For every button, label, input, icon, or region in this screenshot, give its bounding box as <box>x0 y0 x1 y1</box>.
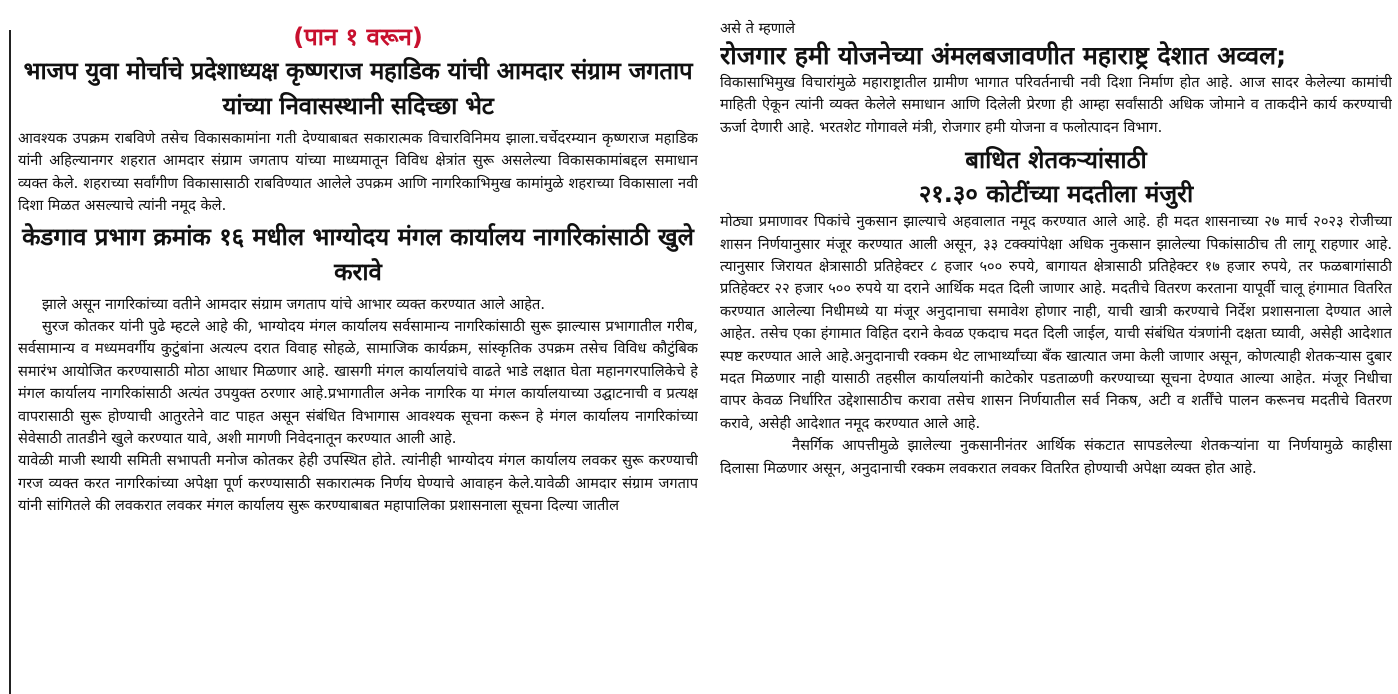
article-paragraph: यावेळी माजी स्थायी समिती सभापती मनोज कोतकर हेही उपस्थित होते. त्यांनीही भाग्योदय मंगल कार्यालय लवकर सुरू करण्याची गरज व्यक्त करत नागरिकांच्या अपेक्षा पूर्ण करण्यासाठी सकारात्मक निर्णय घेण्याचे आवाहन केले.यावेळी आमदार संग्राम जगताप यांनी सांगितले की लवकरात लवकर मंगल कार्यालय सुरू करण्याबाबत महापालिका प्रशासनाला सूचना दिल्या जातील <box>18 452 698 515</box>
continued-from-page-label: (पान १ वरून) <box>293 23 423 51</box>
left-column <box>18 0 698 694</box>
article-paragraph: मोठ्या प्रमाणावर पिकांचे नुकसान झाल्याचे अहवालात नमूद करण्यात आले आहे. ही मदत शासनाच्या २७ मार्च २०२३ रोजीच्या शासन निर्णयानुसार मंजूर करण्यात आली असून, ३३ टक्क्यांपेक्षा अधिक नुकसान झालेल्या पिकांसाठीच ती लागू राहणार आहे. त्यानुसार जिरायत क्षेत्रासाठी प्रतिहेक्टर ८ हजार ५०० रुपये, बागायत क्षेत्रासाठी प्रतिहेक्टर १७ हजार रुपये, तर फळबागांसाठी प्रतिहेक्टर २२ हजार ५०० रुपये या दराने आर्थिक मदत दिली जाणार आहे. मदतीचे वितरण करताना यापूर्वी चालू हंगामात वितरित करण्यात आलेल्या निधीमध्ये या मंजूर अनुदानाचा समावेश होणार नाही, याची खात्री करण्याचे निर्देश प्रशासनाला देण्यात आले आहेत. तसेच एका हंगामात विहित दराने केवळ एकदाच मदत दिली जाईल, याची संबंधित यंत्रणांनी दक्षता घ्यावी, असेही आदेशात स्पष्ट करण्यात आले आहे.अनुदानाची रक्कम थेट लाभार्थ्यांच्या बँक खात्यात जमा केली जाणार असून, कोणत्याही शेतकऱ्यास दुबार मदत मिळणार नाही यासाठी तहसील कार्यालयांनी काटेकोर पडताळणी करण्याच्या सूचना देण्यात आल्या आहेत. मंजूर निधीचा वापर केवळ निर्धारित उद्देशासाठीच करावा तसेच शासन निर्णयातील सर्व निकष, अटी व शर्तींचे पालन करूनच मदतीचे वितरण करावे, असेही आदेशात नमूद करण्यात आले आहे. <box>720 213 1392 432</box>
article-mahadik-visit <box>18 54 698 218</box>
article-employment-guarantee <box>720 40 1392 139</box>
article-headline: भाजप युवा मोर्चाचे प्रदेशाध्यक्ष कृष्णराज महाडिक यांची आमदार संग्राम जगताप यांच्या निवासस्थानी सदिच्छा भेट <box>23 57 693 120</box>
article-headline: केडगाव प्रभाग क्रमांक १६ मधील भाग्योदय मंगल कार्यालय नागरिकांसाठी खुले करावे <box>22 222 694 286</box>
article-headline-line1: बाधित शेतकऱ्यांसाठी <box>965 146 1147 175</box>
article-headline: रोजगार हमी योजनेच्या अंमलबजावणीत महाराष्ट्र देशात अव्वल; <box>720 41 1287 70</box>
article-body: आवश्यक उपक्रम राबविणे तसेच विकासकामांना गती देण्याबाबत सकारात्मक विचारविनिमय झाला.चर्चेदरम्यान कृष्णराज महाडिक यांनी अहिल्यानगर शहरात आमदार संग्राम जगताप यांच्या माध्यमातून विविध क्षेत्रांत सुरू असलेल्या विकासकामांबद्दल समाधान व्यक्त केले. शहराच्या सर्वांगीण विकासासाठी राबविण्यात आलेले उपक्रम आणि नागरिकाभिमुख कामांमुळे शहराच्या विकासाला नवी दिशा मिळत असल्याचे त्यांनी नमूद केले. <box>18 130 698 215</box>
article-paragraph: झाले असून नागरिकांच्या वतीने आमदार संग्राम जगताप यांचे आभार व्यक्त करण्यात आले आहेत. <box>42 295 545 313</box>
right-column <box>720 0 1392 694</box>
continuation-kicker: असे ते म्हणाले <box>720 20 795 37</box>
article-paragraph: नैसर्गिक आपत्तीमुळे झालेल्या नुकसानीनंतर आर्थिक संकटात सापडलेल्या शेतकऱ्यांना या निर्णयामुळे काहीसा दिलासा मिळणार असून, अनुदानाची रक्कम लवकरात लवकर वितरित होण्याची अपेक्षा व्यक्त होत आहे. <box>720 437 1392 477</box>
article-kedgaon-hall <box>18 220 698 518</box>
article-paragraph: सुरज कोतकर यांनी पुढे म्हटले आहे की, भाग्योदय मंगल कार्यालय सर्वसामान्य नागरिकांसाठी सुरू झाल्यास प्रभागातील गरीब, सर्वसामान्य व मध्यमवर्गीय कुटुंबांना अत्यल्प दरात विवाह सोहळे, सामाजिक कार्यक्रम, सांस्कृतिक उपक्रम तसेच विविध कौटुंबिक समारंभ आयोजित करण्यासाठी मोठा आधार मिळणार आहे. खासगी मंगल कार्यालयांचे वाढते भाडे लक्षात घेता महानगरपालिकेचे हे मंगल कार्यालय नागरिकांसाठी अत्यंत उपयुक्त ठरणार आहे.प्रभागातील अनेक नागरिक या मंगल कार्यालयाच्या उद्घाटनाची व प्रत्यक्ष वापरासाठी सुरू होण्याची आतुरतेने वाट पाहत असून संबंधित विभागास आवश्यक सूचना करून हे मंगल कार्यालय नागरिकांच्या सेवेसाठी तातडीने खुले करण्यात यावे, अशी मागणी निवेदनातून करण्यात आली आहे. <box>18 318 698 448</box>
article-body: विकासाभिमुख विचारांमुळे महाराष्ट्रातील ग्रामीण भागात परिवर्तनाची नवी दिशा निर्माण होत आहे. आज सादर केलेल्या कामांची माहिती ऐकून त्यांनी व्यक्त केलेले समाधान आणि दिलेली प्रेरणा ही आम्हा सर्वांसाठी अधिक जोमाने व ताकदीने कार्य करण्याची ऊर्जा देणारी आहे. भरतशेट गोगावले मंत्री, रोजगार हमी योजना व फलोत्पादन विभाग. <box>720 74 1392 136</box>
article-headline-line2: २१.३० कोटींच्या मदतीला मंजुरी <box>918 180 1194 209</box>
column-divider-rule <box>9 30 11 694</box>
article-farmer-relief <box>720 143 1392 480</box>
